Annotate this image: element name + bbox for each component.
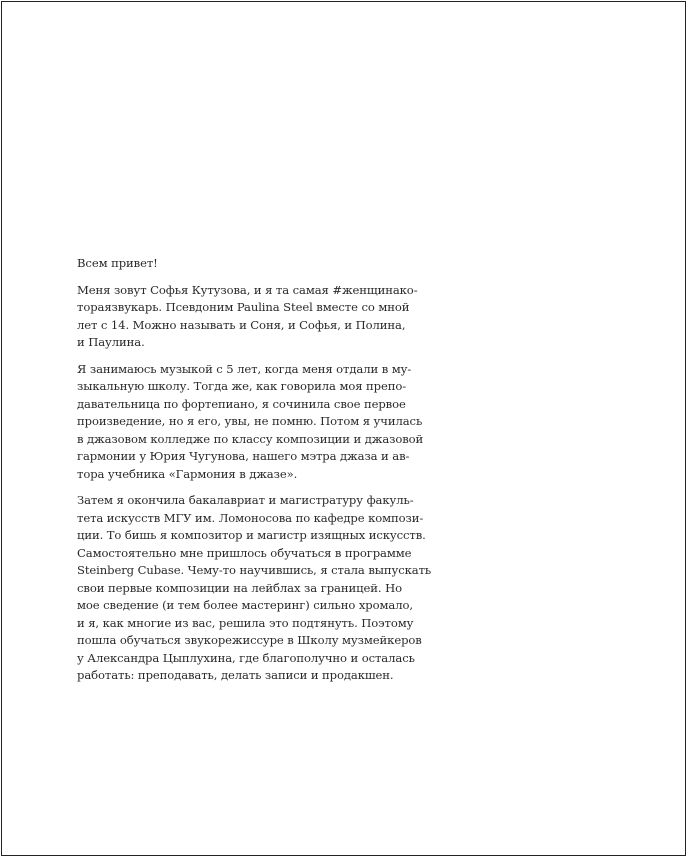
text-line: Всем привет! xyxy=(77,256,158,270)
text-line: произведение, но я его, увы, не помню. Потом я училась xyxy=(77,414,423,428)
text-line: пошла обучаться звукорежиссуре в Школу музмейкеров xyxy=(77,633,422,647)
paragraph-university xyxy=(77,492,432,685)
text-line: Меня зовут Софья Кутузова, и я та самая #женщинако- xyxy=(77,282,418,297)
text-line: Самостоятельно мне пришлось обучаться в программе xyxy=(77,545,412,560)
text-line: лет с 14. Можно называть и Соня, и Софья, и Полина, xyxy=(77,317,406,332)
text-line: в джазовом колледже по классу композиции и джазовой xyxy=(77,431,424,446)
text-line: тета искусств МГУ им. Ломоносова по кафедре компози- xyxy=(77,510,424,525)
body-text xyxy=(77,255,432,694)
page xyxy=(1,1,686,856)
text-line: зыкальную школу. Тогда же, как говорила моя препо- xyxy=(77,379,407,393)
text-line: ции. То бишь я композитор и магистр изящных искусств. xyxy=(77,528,426,542)
text-line: тораязвукарь. Псевдоним Paulina Steel вместе со мной xyxy=(77,300,410,314)
text-line: Я занимаюсь музыкой с 5 лет, когда меня отдали в му- xyxy=(77,361,412,376)
text-line: свои первые композиции на лейблах за границей. Но xyxy=(77,580,402,595)
greeting xyxy=(77,255,402,273)
paragraph-music-school xyxy=(77,361,424,484)
text-line: гармонии у Юрия Чугунова, нашего мэтра джаза и ав- xyxy=(77,449,410,463)
text-line: тора учебника «Гармония в джазе». xyxy=(77,466,298,481)
text-line: работать: преподавать, делать записи и продакшен. xyxy=(77,668,394,682)
text-line: давательница по фортепиано, я сочинила свое первое xyxy=(77,396,406,411)
text-line: мое сведение (и тем более мастеринг) сильно хромало, xyxy=(77,598,413,612)
text-line: Затем я окончила бакалавриат и магистратуру факуль- xyxy=(77,493,414,507)
text-line: у Александра Цыплухина, где благополучно и осталась xyxy=(77,650,415,665)
text-line: Steinberg Cubase. Чему-то научившись, я стала выпускать xyxy=(77,563,432,577)
text-line: и Паулина. xyxy=(77,335,145,349)
text-line: и я, как многие из вас, решила это подтянуть. Поэтому xyxy=(77,615,414,630)
paragraph-intro xyxy=(77,282,418,352)
